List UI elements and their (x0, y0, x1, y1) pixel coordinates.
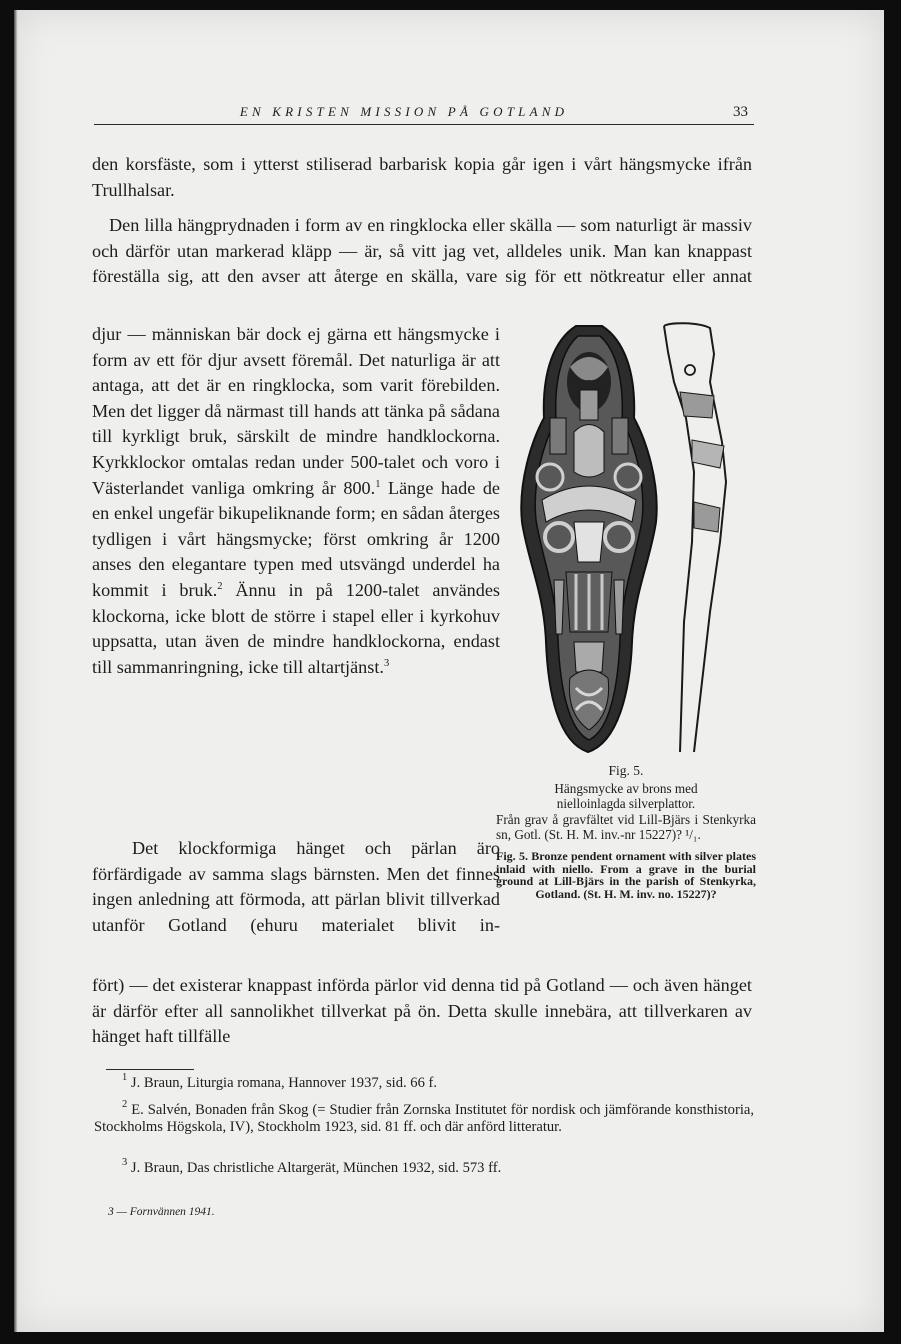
footnote-ref-1: 1 (375, 478, 381, 490)
figure-label: Fig. 5. (608, 763, 644, 778)
paragraph-2-column: djur — människan bär dock ej gärna ett hängsmycke i form av ett för djur avsett föremål. Det naturliga är att antaga, att det är en ringklocka, som varit förebilden. Men det ligger då närmast till hands att tänka på sådana till kyrkligt bruk, särskilt de mindre handklockorna. Kyrkklockor omtalas redan under 500-talet och voro i Västerlandet vanliga omkring år 800.$^1$ Länge hade de en enkel ungefär bikupeliknande form; en sådan återges tydligen i vårt hängsmycke; först omkring år 1200 anses den elegantare typen med utsvängd underdel ha kommit i bruk.$^2$ Ännu in på 1200-talet användes klockorna, icke blott de större i stapel eller i kyrkohuv uppsatta, utan även de mindre handklockorna, endast till sammanringning, icke till altartjänst.$^3$ (92, 324, 501, 677)
page-signature: 3 — Fornvännen 1941. (108, 1206, 215, 1218)
figure-scale: ¹/₁. (685, 827, 701, 843)
footnote-ref-2: 2 (217, 580, 223, 592)
paragraph-1: den korsfäste, som i ytterst stiliserad barbarisk kopia går igen i vårt hängsmycke ifrån Trullhalsar. (92, 154, 752, 200)
page-number: 33 (733, 104, 748, 120)
figure-caption (496, 763, 756, 912)
footnote-1: $^1$ J. Braun, Liturgia romana, Hannover 1937, sid. 66 f. (122, 1072, 438, 1091)
footnote-rule (106, 1069, 194, 1070)
caption-sv-line-3: Från grav å gravfältet vid Lill-Bjärs i Stenkyrka sn, Gotl. (St. H. M. inv.-nr 15227)? ¹/₁. (496, 811, 756, 843)
footnote-ref-3: 3 (383, 657, 390, 669)
footnote-3: $^3$ J. Braun, Das christliche Altargerät, München 1932, sid. 573 ff. (122, 1157, 502, 1176)
running-title: EN KRISTEN MISSION PÅ GOTLAND (239, 104, 569, 119)
footnote-2: $^2$ E. Salvén, Bonaden från Skog (= Studier från Zornska Institutet för nordisk och jämförande konsthistoria, Stockholms Högskola, IV), Stockholm 1923, sid. 81 ff. och där anförd litteratur. (94, 1099, 754, 1135)
caption-sv-line-1: Hängsmycke av brons med (554, 780, 698, 796)
caption-sv-line-2: nielloinlagda silverplattor. (556, 796, 696, 812)
figure-5-illustration (514, 322, 754, 762)
paragraph-3-column: Det klockformiga hänget och pärlan äro förfärdigade av samma slags bärnsten. Men det finnes ingen anledning att förmoda, att pärlan blivit tillverkad utanför Gotland (ehuru materialet blivit in- (92, 838, 500, 935)
running-header (94, 98, 754, 125)
paragraph-2-full-width: Den lilla hängprydnaden i form av en ringklocka eller skälla — som naturligt är massiv och därför utan markerad kläpp — är, så vitt jag vet, alldeles unik. Man kan knappast föreställa sig, att den avser att återge en skälla, vare sig för ett nötkreatur eller annat (92, 215, 752, 287)
paragraph-3-full-width: fört) — det existerar knappast införda pärlor vid denna tid på Gotland — och även hänget är därför efter all sannolikhet tillverkat på ön. Detta skulle innebära, att tillverkaren av hänget haft tillfälle (92, 975, 752, 1047)
pendant-drawing (514, 322, 754, 762)
caption-english: Fig. 5. Bronze pendent ornament with silver plates inlaid with niello. From a grave in the burial ground at Lill-Bjärs in the parish of Stenkyrka, Gotland. (St. H. M. inv. no. 15227)? (496, 848, 756, 901)
book-page (14, 10, 884, 1332)
page-spine-shadow (14, 10, 18, 1332)
